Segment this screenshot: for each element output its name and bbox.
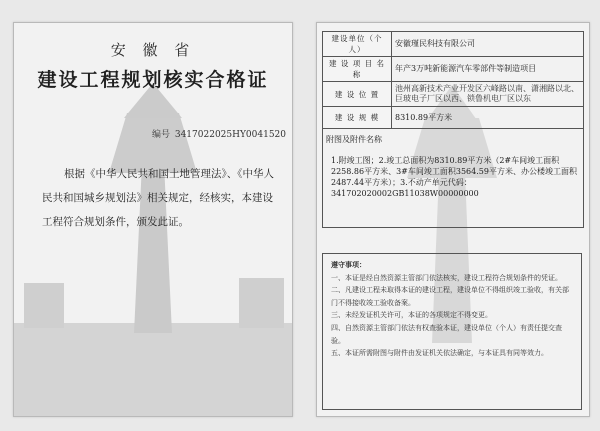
certificate-details-page — [316, 22, 590, 417]
notice-item: 五、本证所需附图与附件由发证机关依法确定，与本证具有同等效力。 — [331, 349, 548, 358]
table-row — [323, 57, 584, 82]
row-value: 年产3万吨新能源汽车零部件等制造项目 — [392, 57, 584, 82]
certificate-body-text: 根据《中华人民共和国土地管理法》、《中华人民共和国城乡规划法》相关规定，经核实，本建设工程符合规划条件，颁发此证。 — [42, 168, 274, 228]
notice-title: 遵守事项： — [331, 260, 366, 269]
notice-item: 二、凡建设工程未取得本证的建设工程，建设单位不得组织竣工验收，有关部门不得接收竣工验收备案。 — [331, 286, 569, 307]
row-value: 8310.89平方米 — [392, 107, 584, 129]
attachments-text: 1.附竣工图；2.竣工总面积为8310.89平方米（2#车间竣工面积2258.86平方米、3#车间竣工面积3564.59平方米、办公楼竣工面积2487.44平方米）；3.不动产单元代码：341702020002GB11038W00000000 — [323, 149, 584, 228]
row-value: 安徽瑾民科技有限公司 — [392, 32, 584, 57]
notice-item: 三、未经发证机关许可，本证的各项规定不得变更。 — [331, 311, 492, 320]
notice-box — [322, 253, 582, 410]
serial-number: 3417022025HY0041520 — [174, 130, 286, 140]
table-row — [323, 129, 584, 150]
table-row — [323, 107, 584, 129]
project-info-table — [322, 31, 584, 228]
notice-item: 四、自然资源主管部门依法有权查验本证，建设单位（个人）有责任提交查验。 — [331, 323, 562, 345]
notice-item: 一、本证是经自然资源主管部门依法核实，建设工程符合规划条件的凭证。 — [331, 273, 562, 282]
table-row — [323, 32, 584, 57]
serial-number-line — [152, 127, 286, 140]
serial-label: 编号 — [151, 130, 170, 140]
certificate-cover-page — [13, 22, 293, 417]
certificate-title: 建设工程规划核实合格证 — [37, 69, 269, 91]
row-label: 建设单位（个人） — [323, 32, 392, 57]
row-label: 建 设 位 置 — [323, 82, 392, 107]
row-label: 建 设 规 模 — [323, 107, 392, 129]
table-row — [323, 82, 584, 107]
attachments-label: 附图及附件名称 — [323, 129, 584, 150]
row-label: 建 设 项 目 名 称 — [323, 57, 392, 82]
province-name: 安 徽 省 — [110, 41, 196, 59]
table-row — [323, 149, 584, 228]
row-value: 池州高新技术产业开发区六峰路以南、潇湘路以北、巨玻电子厂区以西、锁鲁机电厂区以东 — [392, 82, 584, 107]
